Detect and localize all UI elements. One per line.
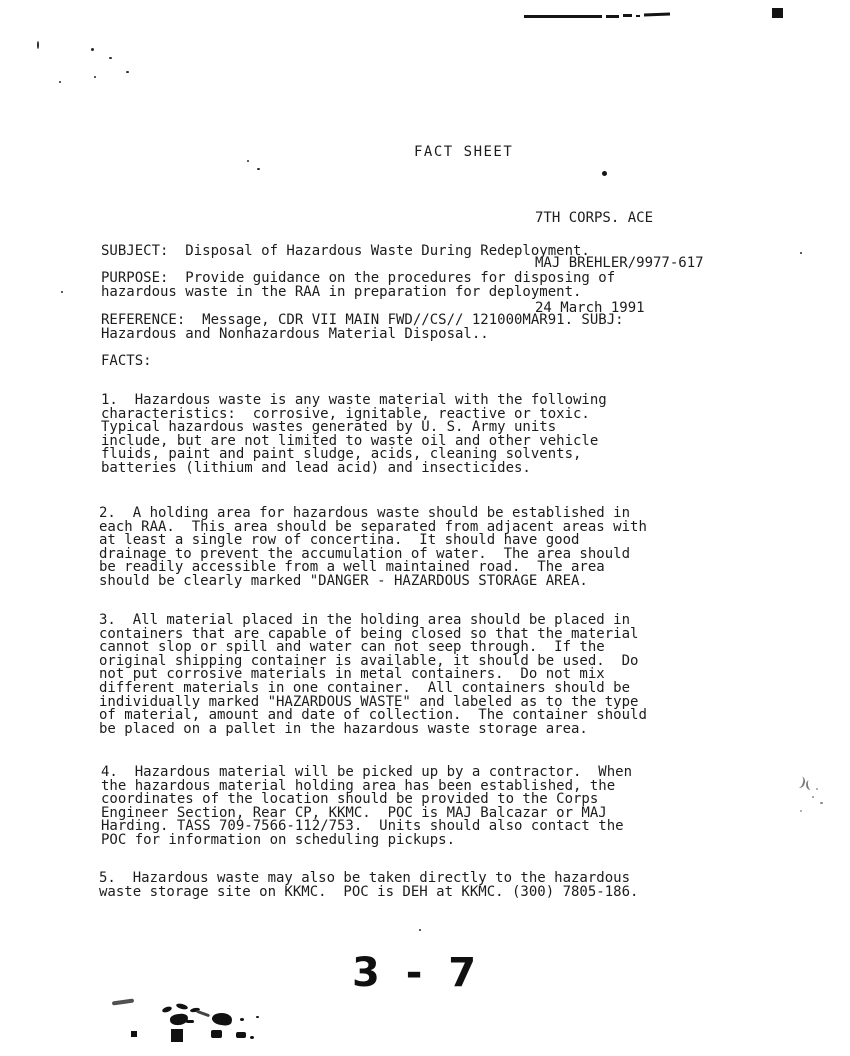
scan-speck <box>247 160 249 162</box>
pencil-speck <box>820 802 823 804</box>
scan-speck <box>257 168 260 170</box>
reference-block: REFERENCE: Message, CDR VII MAIN FWD//CS// 121000MAR91. SUBJ: Hazardous and Nonhazardous Material Disposal.. <box>101 312 624 342</box>
scan-speck <box>91 48 94 51</box>
bullet-mark <box>602 171 607 176</box>
header-contact: MAJ BREHLER/9977-617 <box>535 255 704 271</box>
fact-paragraph-1: 1. Hazardous waste is any waste material with the following characteristics: corrosive, ignitable, reactive or toxic. Typical hazardous wastes generated by U. S. Army units include, but are not limited to waste oil and other vehicle fluids, paint and paint sludge, acids, cleaning solvents, batteries (lithium and lead acid) and insecticides. <box>101 392 607 476</box>
header-unit: 7TH CORPS. ACE <box>535 210 654 226</box>
scan-artifact-dash <box>644 13 670 17</box>
scan-artifact-dash <box>606 15 619 18</box>
ink-blot <box>171 1029 183 1042</box>
scan-artifact-dashed-line <box>524 15 602 18</box>
ink-speck <box>240 1018 244 1021</box>
header-date: 24 March 1991 <box>535 300 645 316</box>
scan-speck <box>37 41 39 49</box>
ink-smudge <box>196 1010 210 1018</box>
scan-speck <box>59 81 61 83</box>
facts-label: FACTS: <box>101 353 152 369</box>
pencil-mark <box>794 775 807 789</box>
scan-speck <box>94 76 96 78</box>
pencil-speck <box>800 810 802 812</box>
purpose-block: PURPOSE: Provide guidance on the procedures for disposing of hazardous waste in the RAA in preparation for deployment. <box>101 270 616 300</box>
ink-smudge <box>176 1003 189 1011</box>
scan-speck <box>126 71 129 73</box>
scan-artifact-square <box>772 8 783 18</box>
scan-speck <box>419 929 421 931</box>
pencil-mark <box>805 779 815 790</box>
scan-speck <box>61 291 63 293</box>
fact-paragraph-2: 2. A holding area for hazardous waste should be established in each RAA. This area should be separated from adjacent areas with at least a single row of concertina. It should have good drainage to prevent the accumulation of water. The area should be readily accessible from a well maintained road. The area should be clearly marked "DANGER - HAZARDOUS STORAGE AREA. <box>99 505 647 589</box>
fact-paragraph-4: 4. Hazardous material will be picked up by a contractor. When the hazardous material holding area has been established, the coordinates of the location should be provided to the Corps Engineer Section, Rear CP, KKMC. POC is MAJ Balcazar or MAJ Harding. TASS 709-7566-112/753. Units should also contact the POC for information on scheduling pickups. <box>101 764 633 848</box>
ink-blot <box>236 1032 246 1038</box>
subject-line: SUBJECT: Disposal of Hazardous Waste During Redeployment. <box>101 243 590 259</box>
ink-blot <box>211 1012 232 1027</box>
ink-smudge <box>112 998 134 1005</box>
scan-speck <box>800 252 802 254</box>
document-title: FACT SHEET <box>414 144 514 160</box>
scan-artifact-dash <box>636 15 640 17</box>
ink-blot <box>131 1031 137 1037</box>
scan-speck <box>109 57 112 59</box>
pencil-speck <box>812 796 814 798</box>
ink-smudge <box>161 1005 172 1013</box>
ink-speck <box>250 1036 254 1039</box>
fact-paragraph-5: 5. Hazardous waste may also be taken directly to the hazardous waste storage site on KKMC. POC is DEH at KKMC. (300) 7805-186. <box>99 870 639 900</box>
pencil-speck <box>816 788 818 790</box>
ink-blot <box>211 1030 222 1038</box>
ink-blot <box>186 1020 194 1023</box>
fact-paragraph-3: 3. All material placed in the holding area should be placed in containers that are capable of being closed so that the material cannot slop or spill and water can not seep through. If the original shipping container is available, it should be used. Do not put corrosive materials in metal containers. Do not mix different materials in one container. All containers should be individually marked "HAZARDOUS WASTE" and labeled as to the type of material, amount and date of collection. The container should be placed on a pallet in the hazardous waste storage area. <box>99 612 647 737</box>
page-number: 3 - 7 <box>352 950 483 996</box>
ink-speck <box>256 1016 259 1018</box>
scan-artifact-dash <box>623 14 632 17</box>
